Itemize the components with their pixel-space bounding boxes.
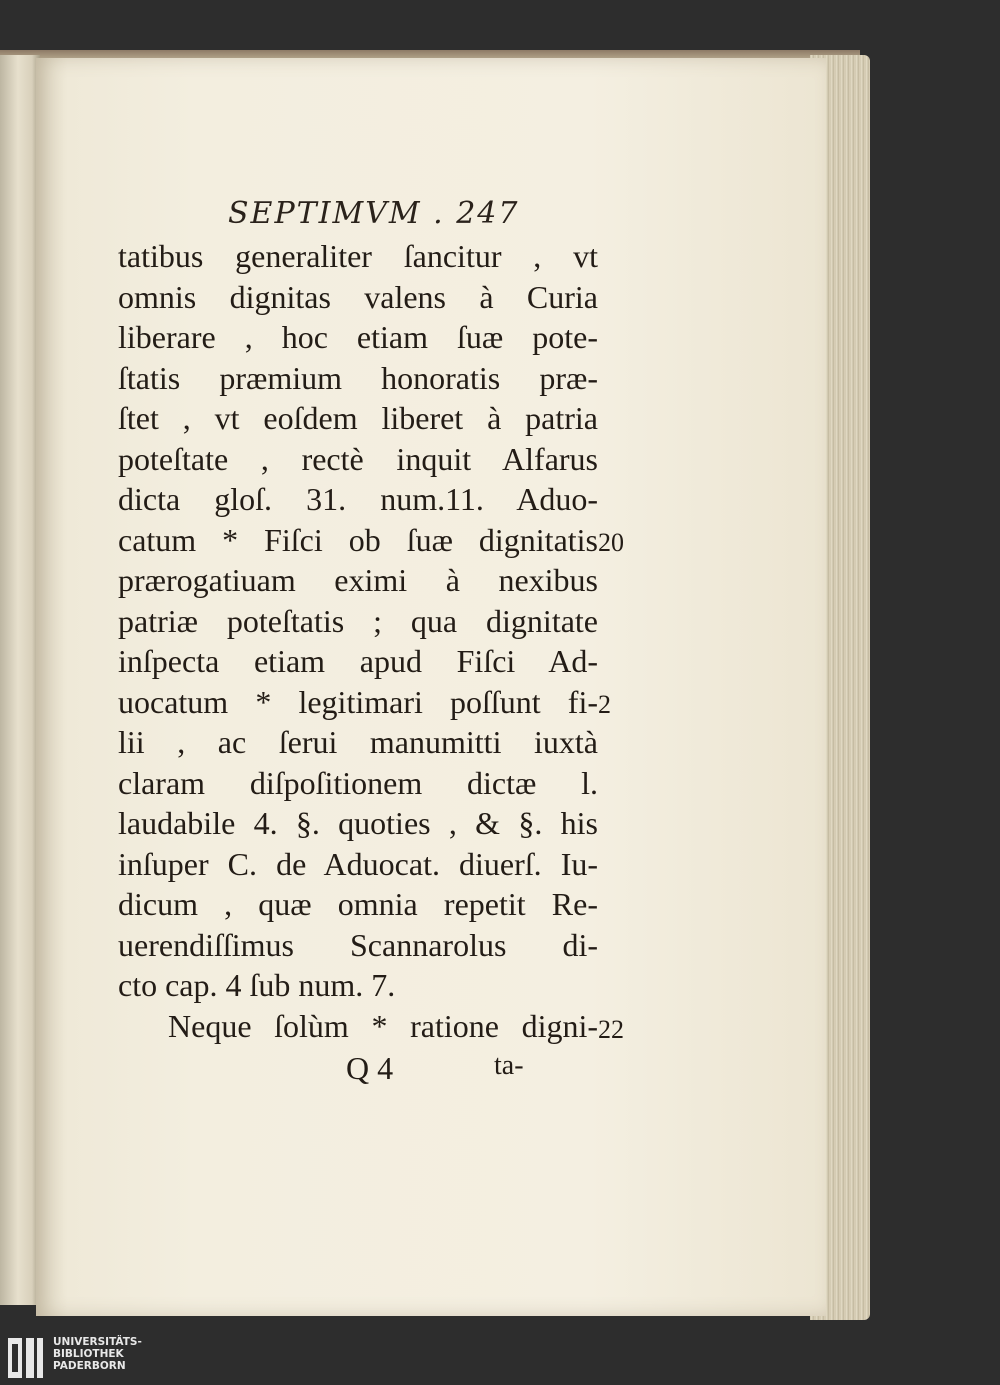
signature-mark: Q 4 bbox=[346, 1050, 394, 1086]
text-line: uerendiſſimus Scannarolus di- bbox=[118, 926, 598, 963]
text-line: laudabile 4. §. quoties , & §. his bbox=[118, 805, 598, 841]
text-line: patriæ poteſtatis ; qua dignitate bbox=[118, 602, 598, 639]
text-line: liberare , hoc etiam ſuæ pote- bbox=[118, 319, 598, 355]
left-page-edge bbox=[0, 55, 40, 1305]
catchword: ta- bbox=[494, 1050, 524, 1081]
marginal-note: 20 bbox=[598, 528, 624, 557]
running-header: SEPTIMVM . 247 bbox=[228, 196, 520, 231]
page-footer bbox=[346, 1050, 576, 1090]
library-name: UNIVERSITÄTS- BIBLIOTHEK PADERBORN bbox=[53, 1336, 142, 1372]
text-line: claram diſpoſitionem dictæ l. bbox=[118, 764, 598, 801]
text-line: cto cap. 4 ſub num. 7. bbox=[118, 967, 396, 1003]
text-line: tatibus generaliter ſancitur , vt bbox=[118, 238, 598, 274]
text-line: dicum , quæ omnia repetit Re- bbox=[118, 886, 598, 922]
text-line: ſtatis præmium honoratis præ- bbox=[118, 359, 598, 396]
text-line: Neque ſolùm * ratione digni- bbox=[168, 1007, 598, 1044]
text-line: ſtet , vt eoſdem liberet à patria bbox=[118, 400, 598, 436]
library-logo-icon bbox=[6, 1336, 46, 1380]
body-text bbox=[118, 236, 598, 1046]
marginal-note: 22 bbox=[598, 1015, 624, 1044]
text-line: uocatum * legitimari poſſunt fi- bbox=[118, 683, 598, 720]
text-line: inſpecta etiam apud Fiſci Ad- bbox=[118, 643, 598, 679]
text-line: prærogatiuam eximi à nexibus bbox=[118, 562, 598, 598]
text-line: dicta gloſ. 31. num.11. Aduo- bbox=[118, 481, 598, 517]
library-footer-bar bbox=[0, 1332, 1000, 1385]
marginal-note: 2 bbox=[598, 690, 611, 719]
text-line: poteſtate , rectè inquit Alfarus bbox=[118, 440, 598, 477]
text-line: inſuper C. de Aduocat. diuerſ. Iu- bbox=[118, 845, 598, 882]
text-line: omnis dignitas valens à Curia bbox=[118, 278, 598, 315]
text-line: catum * Fiſci ob ſuæ dignitatis bbox=[118, 521, 598, 558]
text-line: lii , ac ſerui manumitti iuxtà bbox=[118, 724, 598, 760]
